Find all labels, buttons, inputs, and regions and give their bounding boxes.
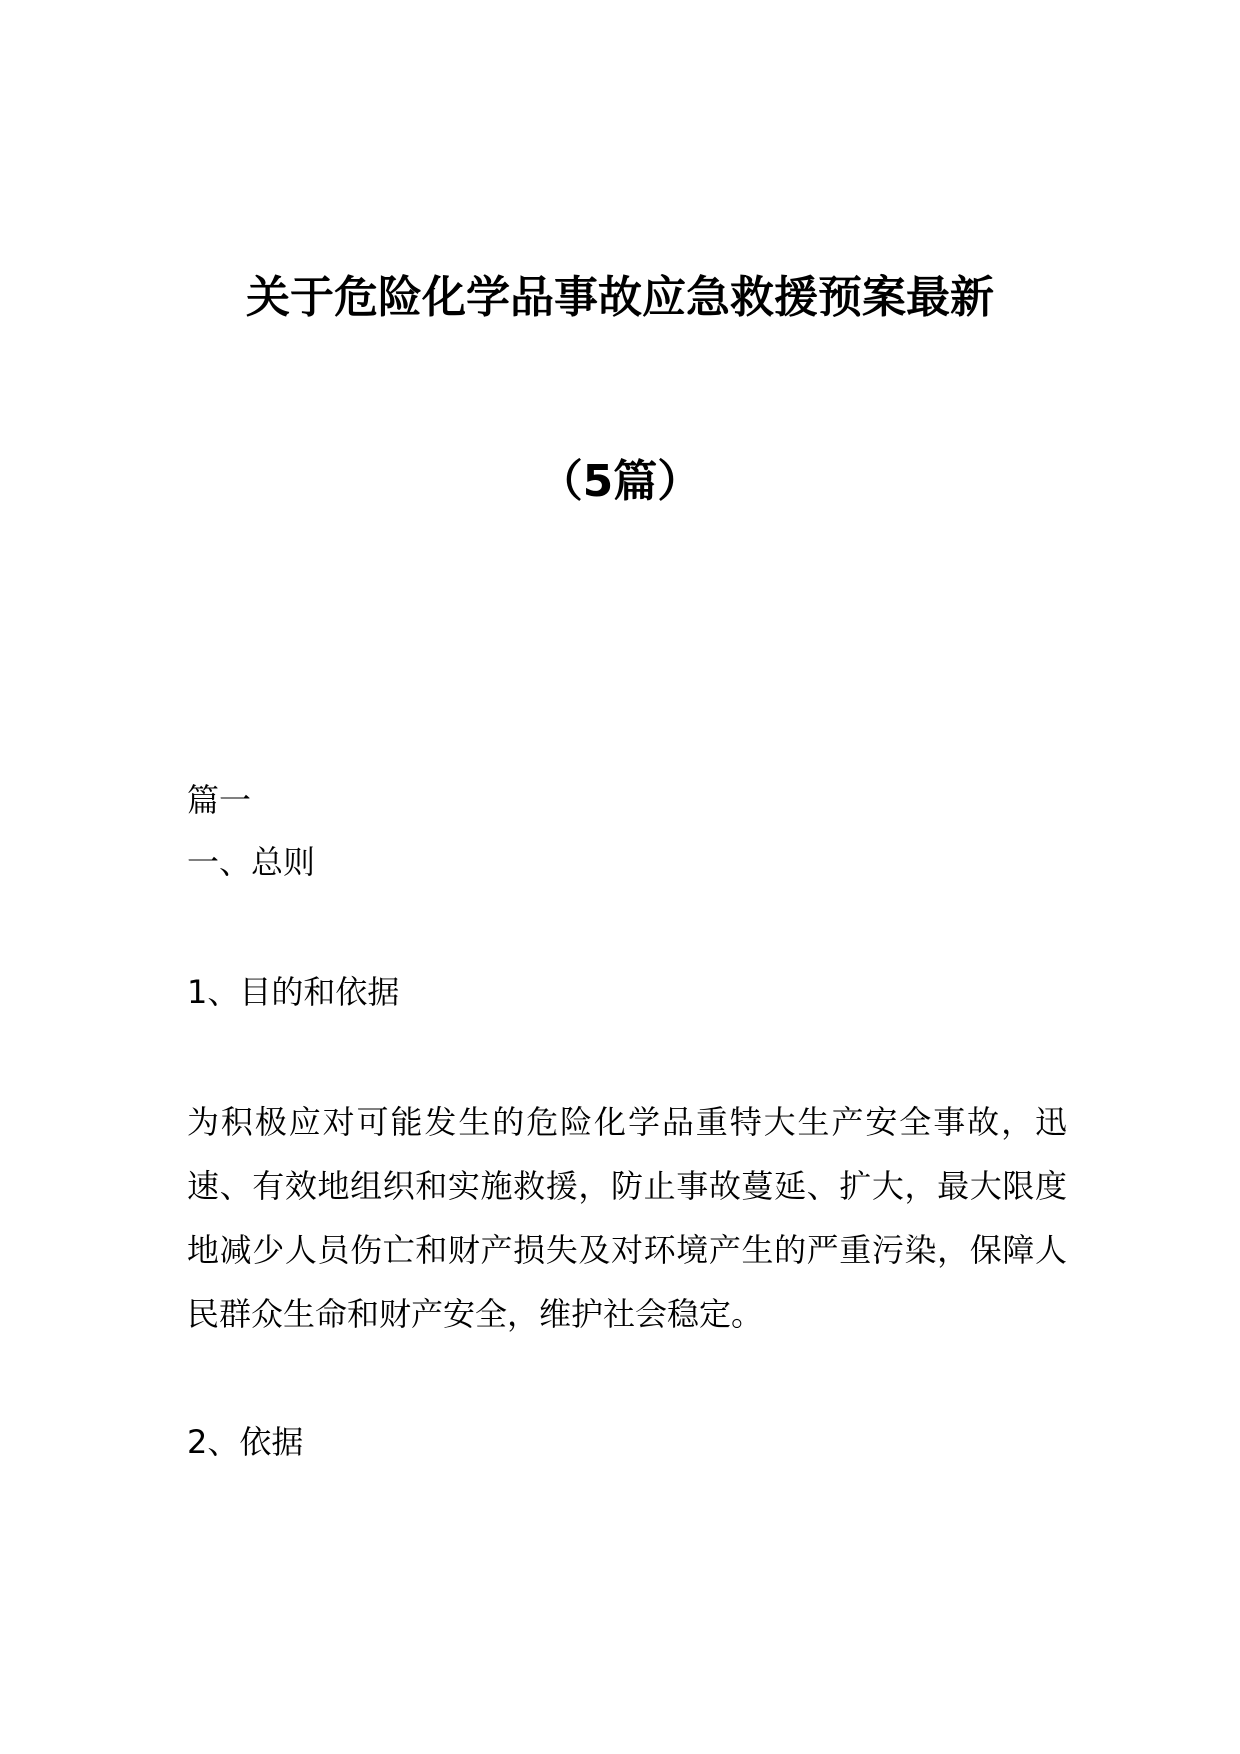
document-title-count: （5篇） [538, 456, 702, 507]
section-label: 篇一 [187, 781, 252, 819]
section-heading: 一、总则 [187, 843, 316, 881]
subheading-basis: 2、依据 [187, 1423, 304, 1461]
body-paragraph: 为积极应对可能发生的危险化学品重特大生产安全事故，迅速、有效地组织和实施救援，防止事故蔓延、扩大，最大限度地减少人员伤亡和财产损失及对环境产生的严重污染，保障人民群众生命和财产安全，维护社会稳定。 [187, 1103, 1067, 1333]
document-title: 关于危险化学品事故应急救援预案最新 [246, 272, 994, 323]
subheading-purpose: 1、目的和依据 [187, 973, 400, 1011]
